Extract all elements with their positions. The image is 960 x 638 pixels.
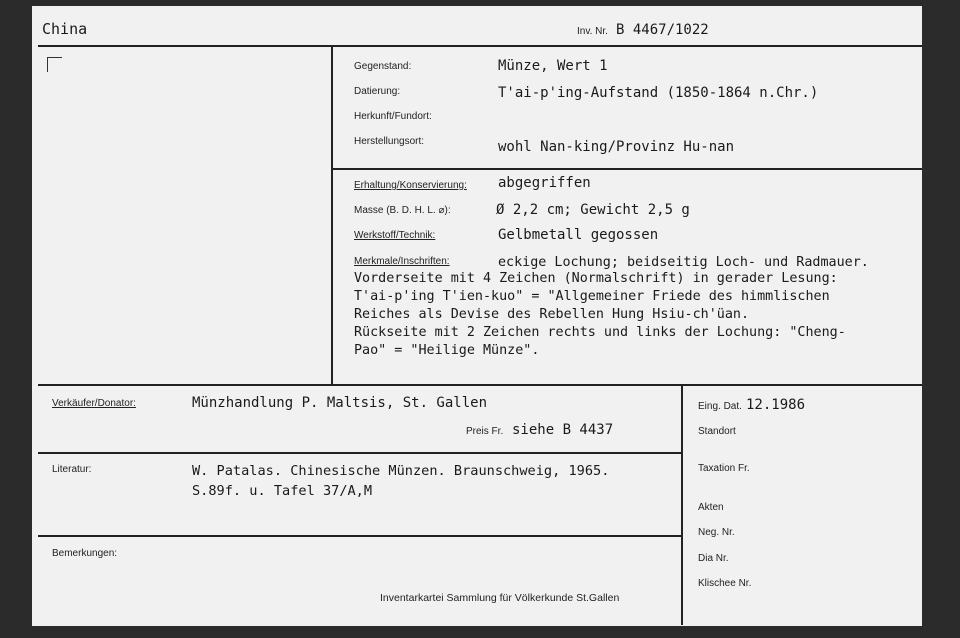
akten-label: Akten — [698, 502, 724, 513]
literatur-line: S.89f. u. Tafel 37/A,M — [192, 483, 373, 499]
preis-label: Preis Fr. — [466, 426, 504, 437]
verkaeufer-rule — [38, 452, 681, 454]
herstellungsort-value: wohl Nan-king/Provinz Hu-nan — [498, 139, 735, 155]
merkmale-line: Pao" = "Heilige Münze". — [354, 343, 540, 358]
merkmale-label: Merkmale/Inschriften: — [354, 256, 450, 267]
herkunft-label: Herkunft/Fundort: — [354, 111, 432, 122]
gegenstand-value: Münze, Wert 1 — [498, 58, 608, 74]
column-divider — [331, 45, 333, 385]
taxation-label: Taxation Fr. — [698, 463, 750, 474]
inv-label: Inv. Nr. — [577, 26, 608, 37]
erhaltung-value: abgegriffen — [498, 175, 591, 191]
merkmale-line: T'ai-p'ing T'ien-kuo" = "Allgemeiner Friede des himmlischen — [354, 289, 830, 304]
dia-nr-label: Dia Nr. — [698, 553, 729, 564]
mid-rule — [38, 384, 922, 386]
eing-dat-value: 12.1986 — [746, 397, 806, 413]
datierung-label: Datierung: — [354, 86, 401, 97]
header-rule — [38, 45, 922, 47]
merkmale-line: Vorderseite mit 4 Zeichen (Normalschrift) in gerader Lesung: — [354, 271, 838, 286]
region-text: China — [42, 20, 88, 38]
werkstoff-label: Werkstoff/Technik: — [354, 230, 436, 241]
side-column-divider — [681, 385, 683, 625]
datierung-value: T'ai-p'ing-Aufstand (1850-1864 n.Chr.) — [498, 85, 819, 101]
erhaltung-label: Erhaltung/Konservierung: — [354, 180, 467, 191]
merkmale-line: Reiches als Devise des Rebellen Hung Hsiu-ch'üan. — [354, 307, 750, 322]
werkstoff-value: Gelbmetall gegossen — [498, 227, 659, 243]
merkmale-first-line: eckige Lochung; beidseitig Loch- und Radmauer. — [498, 255, 869, 270]
corner-mark — [47, 57, 62, 72]
bemerkungen-label: Bemerkungen: — [52, 548, 118, 559]
footer-text: Inventarkartei Sammlung für Völkerkunde St.Gallen — [380, 592, 620, 604]
literatur-label: Literatur: — [52, 464, 92, 475]
neg-nr-label: Neg. Nr. — [698, 527, 735, 538]
klischee-nr-label: Klischee Nr. — [698, 578, 752, 589]
gegenstand-label: Gegenstand: — [354, 61, 412, 72]
inv-number: B 4467/1022 — [616, 22, 709, 38]
masse-value: Ø 2,2 cm; Gewicht 2,5 g — [496, 202, 690, 218]
object-condition-rule — [331, 168, 922, 170]
standort-label: Standort — [698, 426, 736, 437]
eing-dat-label: Eing. Dat. — [698, 401, 742, 412]
verkaeufer-label: Verkäufer/Donator: — [52, 398, 136, 409]
preis-value: siehe B 4437 — [512, 422, 614, 438]
verkaeufer-value: Münzhandlung P. Maltsis, St. Gallen — [192, 395, 488, 411]
literatur-rule — [38, 535, 681, 537]
literatur-line: W. Patalas. Chinesische Münzen. Braunschweig, 1965. — [192, 463, 610, 479]
herstellungsort-label: Herstellungsort: — [354, 136, 425, 147]
masse-label: Masse (B. D. H. L. ⌀): — [354, 205, 451, 216]
merkmale-line: Rückseite mit 2 Zeichen rechts und links der Lochung: "Cheng- — [354, 325, 846, 340]
